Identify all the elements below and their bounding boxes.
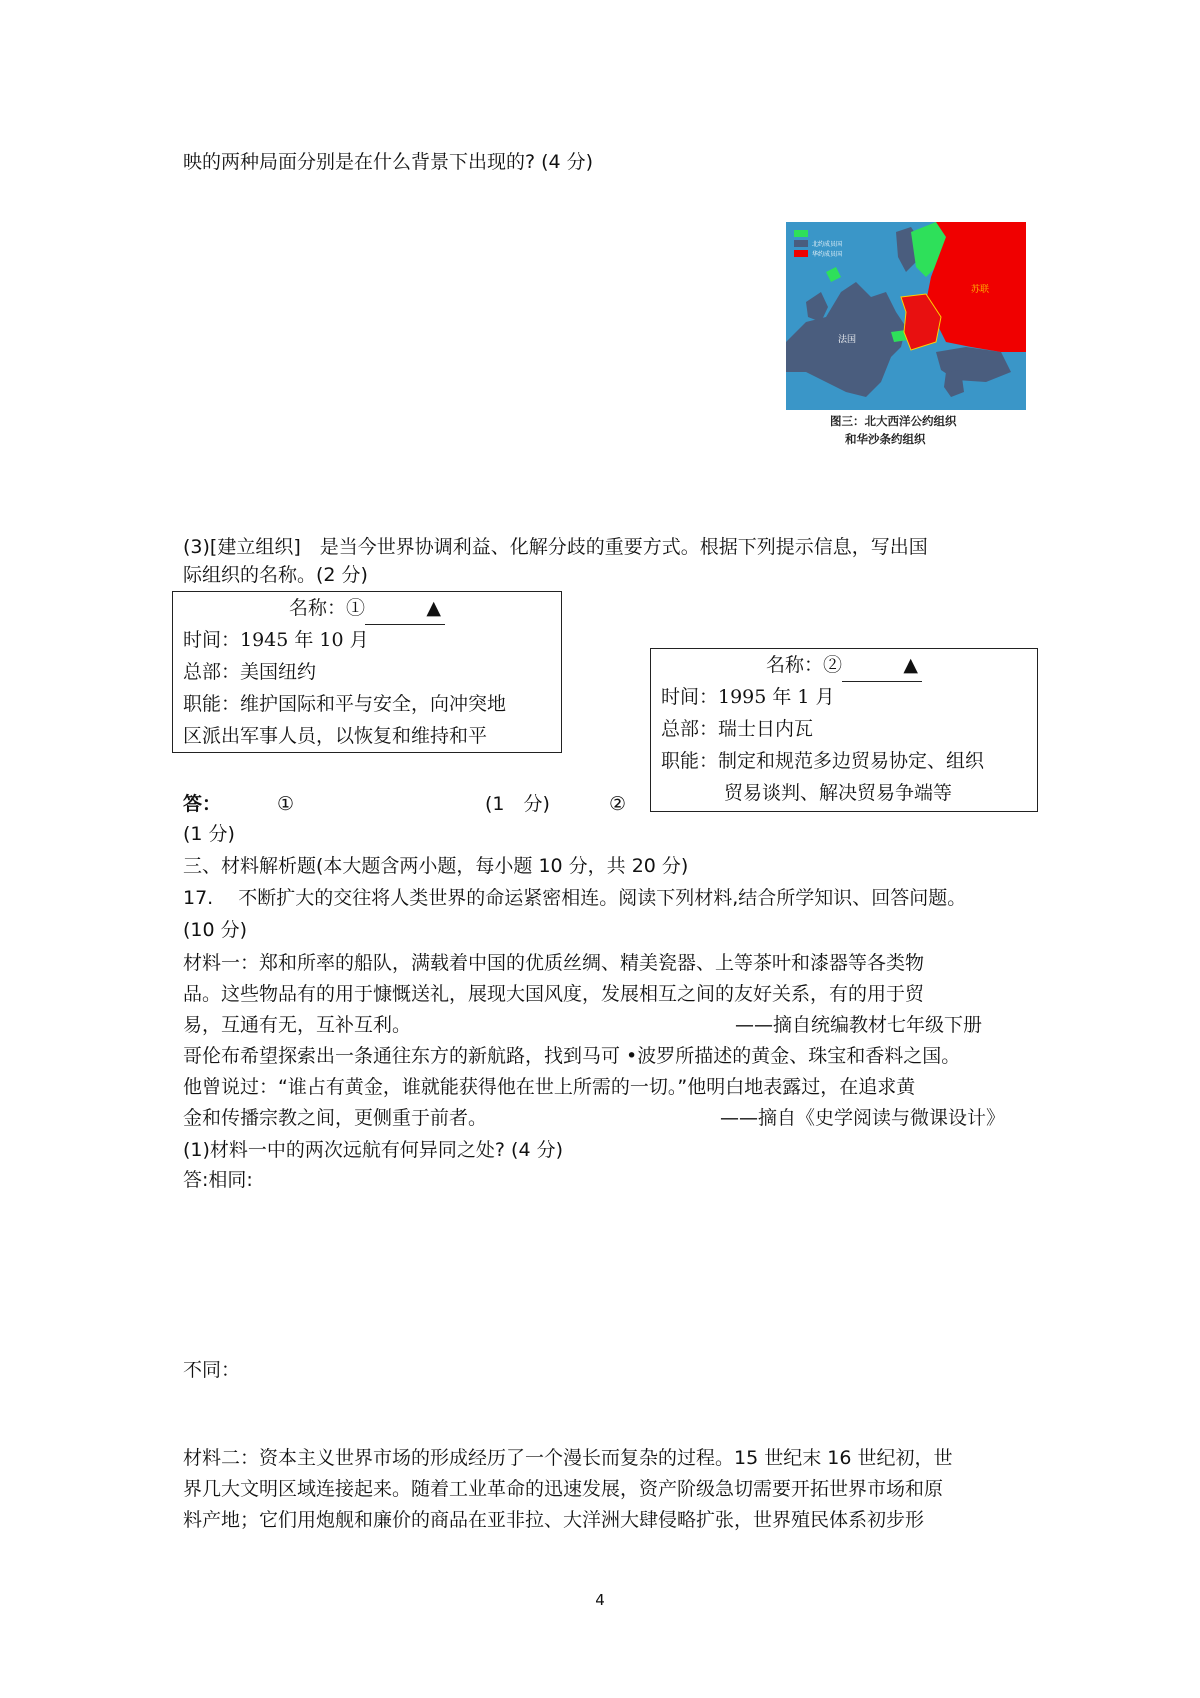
q1-answer-different: 不同： xyxy=(183,1359,241,1381)
page-number: 4 xyxy=(595,1591,605,1609)
material1-source1: ——摘自统编教材七年级下册 xyxy=(735,1014,983,1036)
legend-neutral-swatch xyxy=(794,230,808,237)
box1-answer-blank: ▲ xyxy=(365,592,445,625)
material1-line1: 材料一：郑和所率的船队，满载着中国的优质丝绸、精美瓷器、上等茶叶和漆器等各类物 xyxy=(183,952,925,974)
figure-caption-line1: 图三：北大西洋公约组织 xyxy=(830,414,957,428)
q1-answer-same: 答:相同: xyxy=(183,1169,253,1191)
answer-score-1: (1 分) xyxy=(485,793,550,815)
section3-heading: 三、材料解析题(本大题含两小题，每小题 10 分，共 20 分) xyxy=(183,855,689,877)
box1-hq: 总部：美国纽约 xyxy=(183,661,317,683)
question-intro-line: 映的两种局面分别是在什么背景下出现的? (4 分) xyxy=(183,151,594,173)
org-info-box-2 xyxy=(650,648,1038,812)
box2-name-row xyxy=(651,649,1037,681)
q1-question: (1)材料一中的两次远航有何异同之处? (4 分) xyxy=(183,1139,563,1161)
legend-nato-label: 北约成员国 xyxy=(812,241,843,248)
material2-line3: 料产地；它们用炮舰和廉价的商品在亚非拉、大洋洲大肆侵略扩张，世界殖民体系初步形 xyxy=(183,1509,925,1531)
material2-line1: 材料二：资本主义世界市场的形成经历了一个漫长而复杂的过程。15 世纪末 16 世纪初，世 xyxy=(183,1447,953,1469)
material1-line6: 金和传播宗教之间，更侧重于前者。 xyxy=(183,1107,488,1129)
answer-score-2: (1 分) xyxy=(183,823,235,845)
box1-function-line2: 区派出军事人员，以恢复和维持和平 xyxy=(183,725,488,747)
nato-warsaw-map xyxy=(786,222,1026,410)
answer-circle-1: ① xyxy=(277,793,295,815)
material1-line4: 哥伦布希望探索出一条通往东方的新航路，找到马可 •波罗所描述的黄金、珠宝和香料之国。 xyxy=(183,1045,961,1067)
material1-line2: 品。这些物品有的用于慷慨送礼，展现大国风度，发展相互之间的友好关系，有的用于贸 xyxy=(183,983,925,1005)
material1-line3: 易，互通有无，互补互利。 xyxy=(183,1014,412,1036)
figure-caption-line2: 和华沙条约组织 xyxy=(845,432,926,446)
box2-hq: 总部：瑞士日内瓦 xyxy=(661,718,814,740)
legend-nato-swatch xyxy=(794,240,808,247)
legend-warsaw-swatch xyxy=(794,250,808,257)
box1-function-line1: 职能：维护国际和平与安全，向冲突地 xyxy=(183,693,507,715)
map-label-france: 法国 xyxy=(838,335,857,345)
answer-circle-2: ② xyxy=(609,793,627,815)
q17-score: (10 分) xyxy=(183,919,248,941)
box1-time: 时间：1945 年 10 月 xyxy=(183,629,369,651)
map-label-ussr: 苏联 xyxy=(971,285,990,295)
q3-line2: 际组织的名称。(2 分) xyxy=(183,564,368,586)
material2-line2: 界几大文明区域连接起来。随着工业革命的迅速发展，资产阶级急切需要开拓世界市场和原 xyxy=(183,1478,944,1500)
box2-function-line1: 职能：制定和规范多边贸易协定、组织 xyxy=(661,750,985,772)
box2-name-prefix: 名称：② xyxy=(765,654,842,676)
legend-warsaw-label: 华约成员国 xyxy=(812,251,843,258)
q17-text: 17. 不断扩大的交往将人类世界的命运紧密相连。阅读下列材料,结合所学知识、回答问题。 xyxy=(183,887,967,909)
answer-label: 答： xyxy=(183,793,222,815)
material1-source2: ——摘自《史学阅读与微课设计》 xyxy=(720,1107,1006,1129)
box1-name-prefix: 名称：① xyxy=(288,597,365,619)
box1-name-row xyxy=(173,592,561,624)
box2-time: 时间：1995 年 1 月 xyxy=(661,686,835,708)
q3-line1: (3)[建立组织] 是当今世界协调利益、化解分歧的重要方式。根据下列提示信息，写出国 xyxy=(183,536,928,558)
material1-line5: 他曾说过：“谁占有黄金，谁就能获得他在世上所需的一切。”他明白地表露过，在追求黄 xyxy=(183,1076,916,1098)
box2-answer-blank: ▲ xyxy=(842,649,922,682)
box2-function-line2: 贸易谈判、解决贸易争端等 xyxy=(724,782,953,804)
org-info-box-1 xyxy=(172,591,562,753)
